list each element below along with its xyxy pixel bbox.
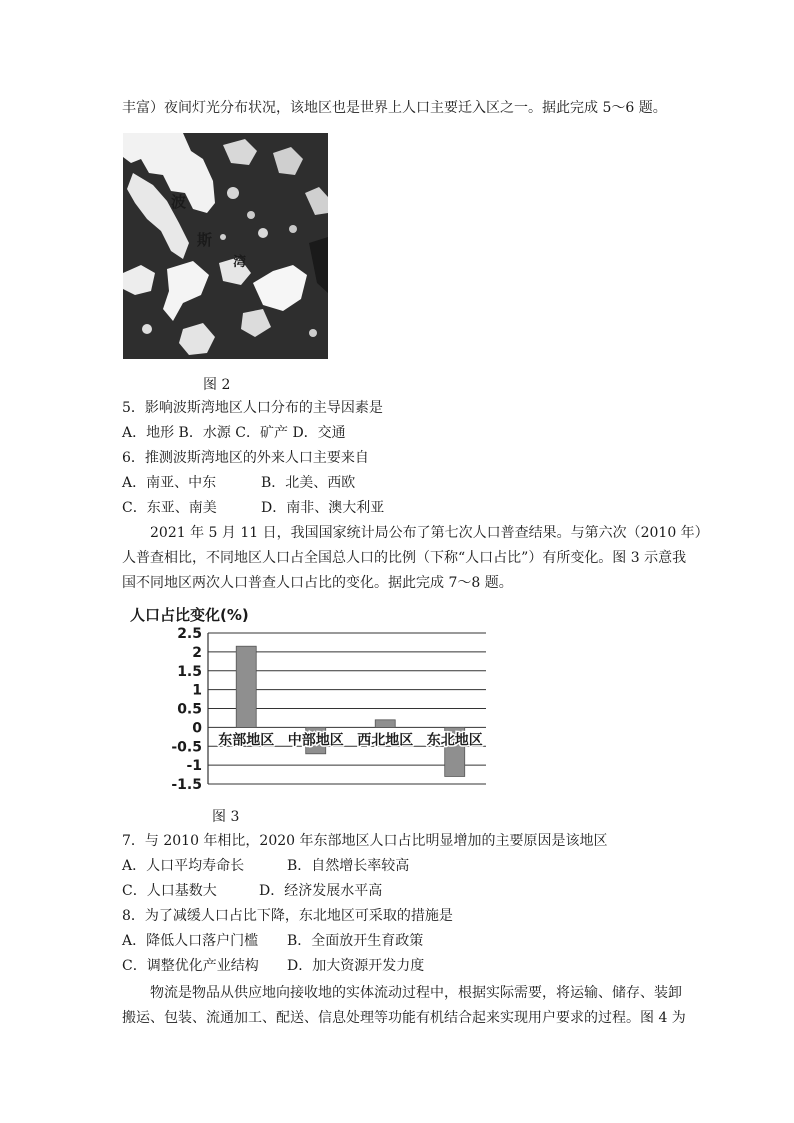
chart-category-label: 中部地区 xyxy=(287,732,344,749)
passage3-line2: 搬运、包装、流通加工、配送、信息处理等功能有机结合起来实现用户要求的过程。图 4 为 xyxy=(122,1010,686,1026)
q7-option-c: C．人口基数大 xyxy=(122,883,217,899)
population-share-change-chart xyxy=(120,600,510,795)
q6-option-c: C．东亚、南美 xyxy=(122,500,217,516)
q6-stem: 6．推测波斯湾地区的外来人口主要来自 xyxy=(122,450,369,466)
chart-y-tick-label: 1.5 xyxy=(177,663,202,680)
chart-y-tick-label: 1 xyxy=(192,682,202,699)
intro-text: 丰富）夜间灯光分布状况，该地区也是世界上人口主要迁入区之一。据此完成 5～6 题。 xyxy=(122,100,667,116)
q6-option-b: B．北美、西欧 xyxy=(261,475,356,491)
chart-y-tick-label: -1.5 xyxy=(171,777,202,793)
map-label-wan: 湾 xyxy=(233,255,247,270)
q8-stem: 8．为了减缓人口占比下降，东北地区可采取的措施是 xyxy=(122,908,453,924)
chart-category-label: 东北地区 xyxy=(426,732,483,749)
passage2-line3: 国不同地区两次人口普查人口占比的变化。据此完成 7～8 题。 xyxy=(122,575,513,591)
q7-option-a: A．人口平均寿命长 xyxy=(122,858,245,874)
q5-options: A．地形 B．水源 C．矿产 D．交通 xyxy=(122,425,346,441)
chart-y-tick-label: -1 xyxy=(186,758,202,775)
q7-stem: 7．与 2010 年相比，2020 年东部地区人口占比明显增加的主要原因是该地区 xyxy=(122,833,608,849)
chart-category-label: 西北地区 xyxy=(357,732,414,749)
chart-y-tick-label: 0 xyxy=(192,720,202,737)
chart-y-tick-label: 0.5 xyxy=(177,701,202,718)
q8-option-c: C．调整优化产业结构 xyxy=(122,958,259,974)
chart-bar xyxy=(375,720,395,728)
passage3-line1: 物流是物品从供应地向接收地的实体流动过程中，根据实际需要，将运输、储存、装卸 xyxy=(150,985,682,1001)
q6-option-a: A．南亚、中东 xyxy=(122,475,217,491)
map-light-shapes xyxy=(123,133,328,359)
q7-option-d: D．经济发展水平高 xyxy=(259,883,383,899)
persian-gulf-night-light-map xyxy=(123,133,328,359)
map-label-bo: 波 xyxy=(171,193,187,211)
q7-option-b: B．自然增长率较高 xyxy=(287,858,410,874)
q8-option-d: D．加大资源开发力度 xyxy=(287,958,425,974)
figure-2-caption: 图 2 xyxy=(203,377,231,393)
map-label-si: 斯 xyxy=(197,231,213,249)
chart-category-label: 东部地区 xyxy=(218,732,275,749)
chart-svg xyxy=(120,600,510,795)
chart-y-tick-label: 2 xyxy=(192,644,202,661)
passage2-line1: 2021 年 5 月 11 日，我国国家统计局公布了第七次人口普查结果。与第六次（2010 年） xyxy=(150,525,709,541)
q5-stem: 5．影响波斯湾地区人口分布的主导因素是 xyxy=(122,400,383,416)
figure-3-caption: 图 3 xyxy=(212,809,240,825)
q8-option-a: A．降低人口落户门槛 xyxy=(122,933,259,949)
chart-bar xyxy=(236,646,256,727)
q6-option-d: D．南非、澳大利亚 xyxy=(261,500,385,516)
chart-y-tick-label: 2.5 xyxy=(177,626,202,642)
chart-y-tick-label: -0.5 xyxy=(171,739,202,756)
q8-option-b: B．全面放开生育政策 xyxy=(287,933,424,949)
chart-title: 人口占比变化(%) xyxy=(130,606,249,624)
passage2-line2: 人普查相比，不同地区人口占全国总人口的比例（下称“人口占比”）有所变化。图 3 示意我 xyxy=(122,550,687,566)
